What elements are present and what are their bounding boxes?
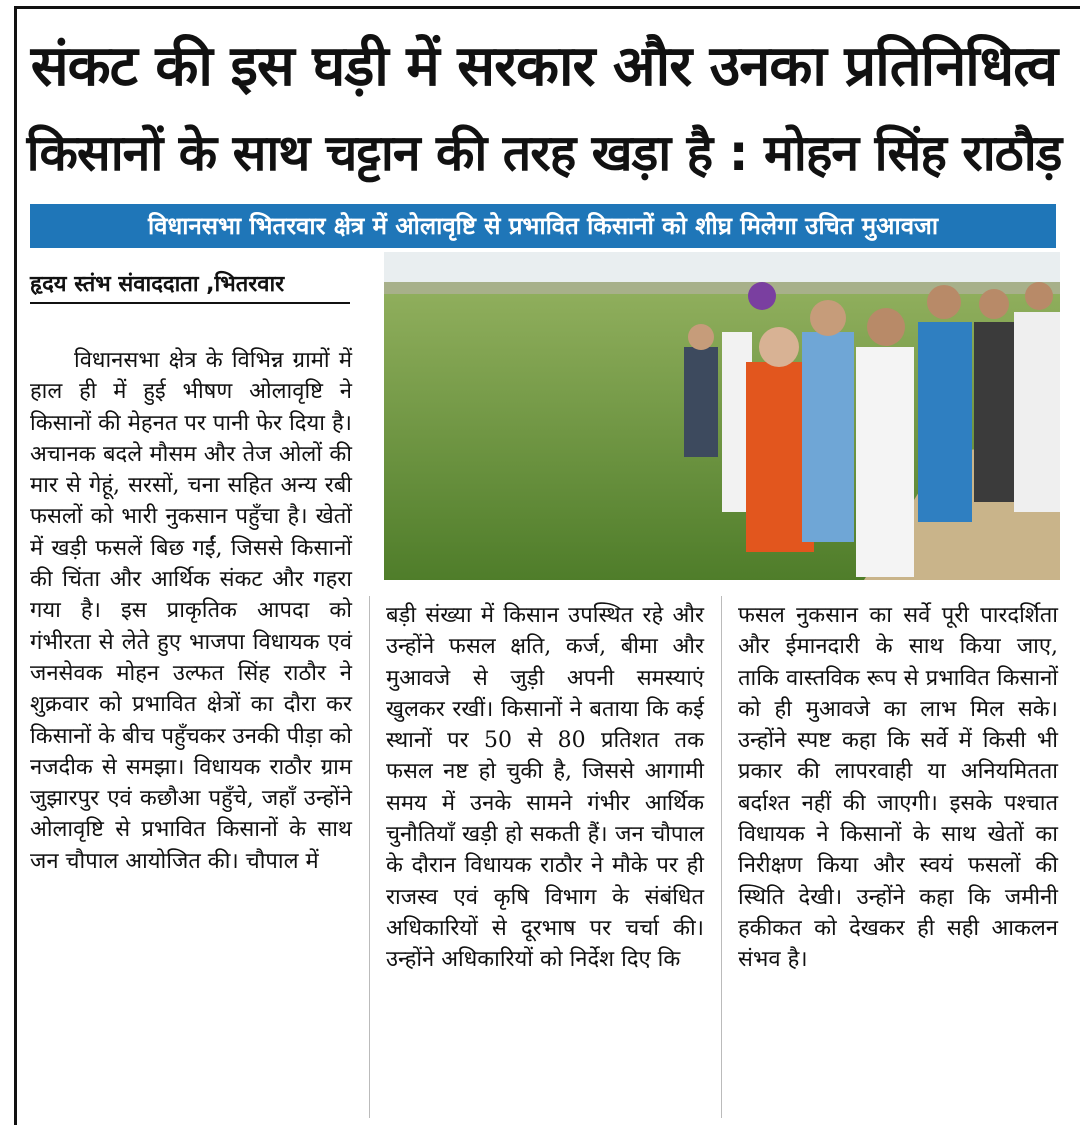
top-border-rule bbox=[14, 6, 1080, 9]
column-divider bbox=[369, 596, 370, 1118]
farmers-field-photo bbox=[384, 252, 1060, 580]
headline-line-1: संकट की इस घड़ी में सरकार और उनका प्रतिनिधित्व bbox=[30, 34, 1058, 99]
article-column-1 bbox=[30, 345, 352, 1115]
article-paragraph: विधानसभा क्षेत्र के विभिन्न ग्रामों में हाल ही में हुई भीषण ओलावृष्टि ने किसानों की मेहनत पर पानी फेर दिया है। अचानक बदले मौसम और तेज ओलों की मार से गेहूं, सरसों, चना सहित अन्य रबी फसलों को भारी नुकसान पहुँचा है। खेतों में खड़ी फसलें बिछ गईं, जिससे किसानों की चिंता और आर्थिक संकट और गहरा गया है। इस प्राकृतिक आपदा को गंभीरता से लेते हुए भाजपा विधायक एवं जनसेवक मोहन उल्फत सिंह राठौर ने शुक्रवार को प्रभावित क्षेत्रों का दौरा कर किसानों के बीच पहुँचकर उनकी पीड़ा को नजदीक से समझा। विधायक राठौर ग्राम जुझारपुर एवं कछौआ पहुँचे, जहाँ उन्होंने ओलावृष्टि से प्रभावित किसानों के साथ जन चौपाल आयोजित की। चौपाल में bbox=[30, 348, 352, 874]
byline: हृदय स्तंभ संवाददाता ,भितरवार bbox=[30, 268, 350, 304]
article-column-3 bbox=[738, 600, 1058, 1115]
left-border-rule bbox=[14, 6, 17, 1125]
column-divider bbox=[721, 596, 722, 1118]
article-column-2 bbox=[386, 600, 704, 1115]
headline-line-2: किसानों के साथ चट्टान की तरह खड़ा है : मोहन सिंह राठौड़ bbox=[26, 124, 1062, 182]
news-photo bbox=[384, 252, 1060, 580]
article-paragraph: फसल नुकसान का सर्वे पूरी पारदर्शिता और ईमानदारी के साथ किया जाए, ताकि वास्तविक रूप से प्रभावित किसानों को ही मुआवजे का लाभ मिल सके। उन्होंने स्पष्ट कहा कि सर्वे में किसी भी प्रकार की लापरवाही या अनियमितता बर्दाश्त नहीं की जाएगी। इसके पश्चात विधायक ने किसानों के साथ खेतों का निरीक्षण किया और स्वयं फसलों की स्थिति देखी। उन्होंने कहा कि जमीनी हकीकत को देखकर ही सही आकलन संभव है। bbox=[738, 603, 1058, 973]
article-paragraph: बड़ी संख्या में किसान उपस्थित रहे और उन्होंने फसल क्षति, कर्ज, बीमा और मुआवजे से जुड़ी अपनी समस्याएं खुलकर रखीं। किसानों ने बताया कि कई स्थानों पर 50 से 80 प्रतिशत तक फसल नष्ट हो चुकी है, जिससे आगामी समय में उनके सामने गंभीर आर्थिक चुनौतियाँ खड़ी हो सकती हैं। जन चौपाल के दौरान विधायक राठौर ने मौके पर ही राजस्व एवं कृषि विभाग के संबंधित अधिकारियों से दूरभाष पर चर्चा की। उन्होंने अधिकारियों को निर्देश दिए कि bbox=[386, 603, 704, 973]
subheadline-banner: विधानसभा भितरवार क्षेत्र में ओलावृष्टि से प्रभावित किसानों को शीघ्र मिलेगा उचित मुआवजा bbox=[30, 204, 1056, 248]
